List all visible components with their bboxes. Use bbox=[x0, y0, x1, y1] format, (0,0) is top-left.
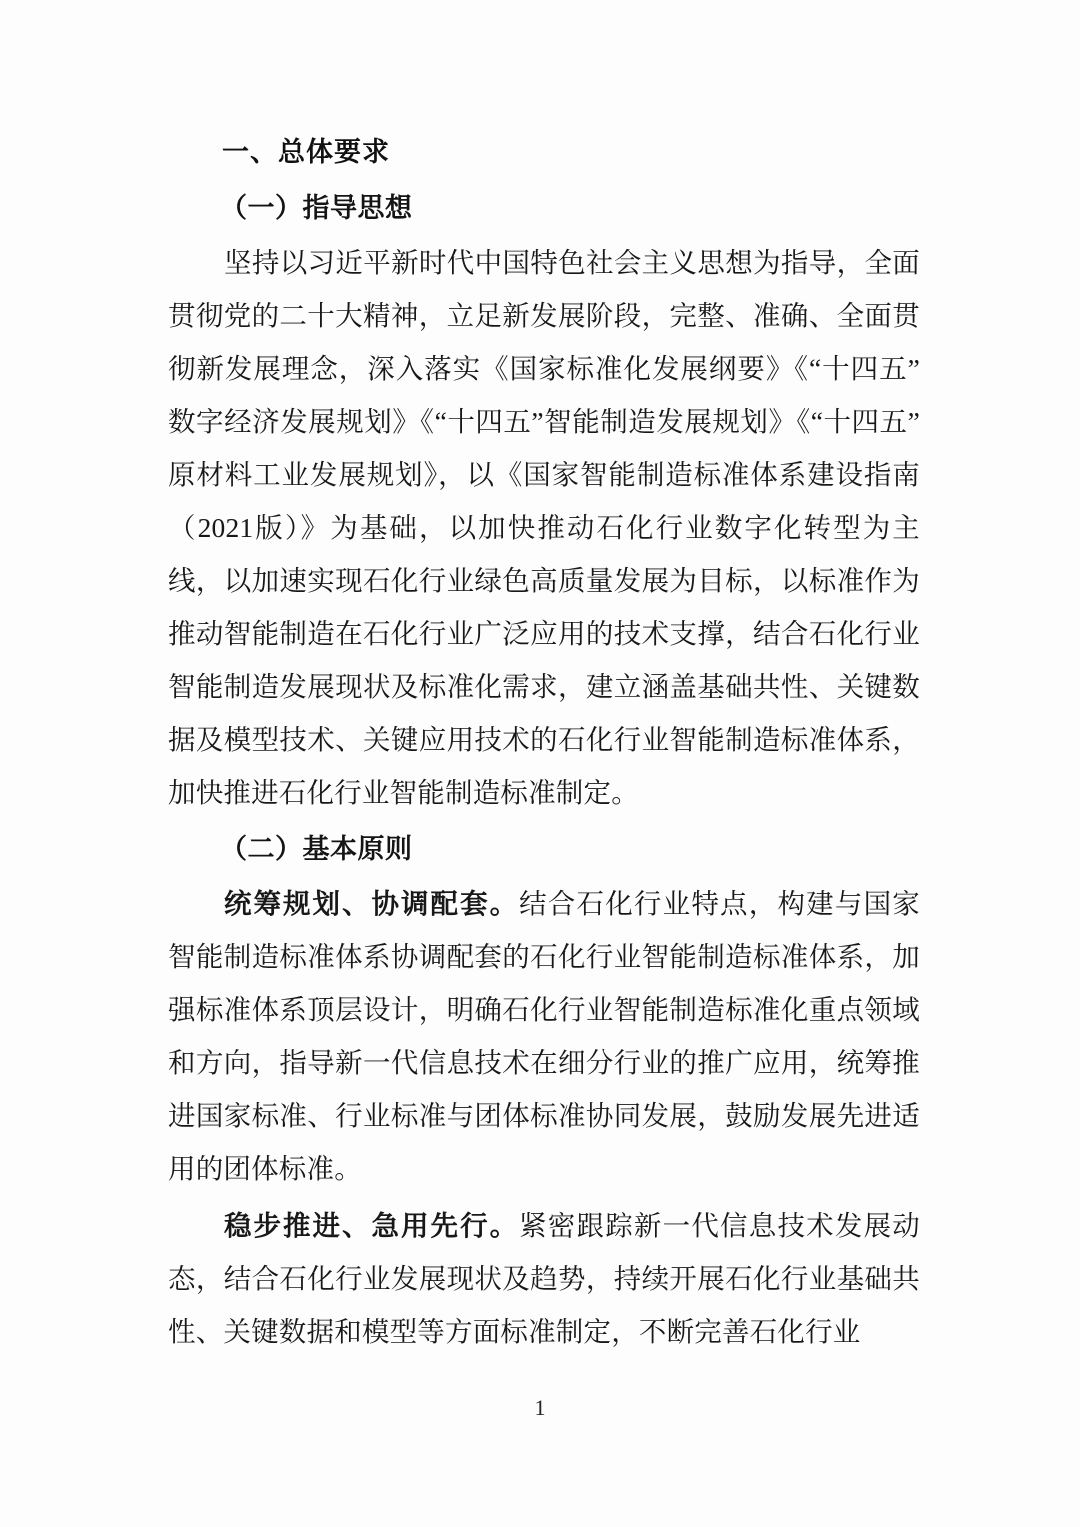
section-heading: 一、总体要求 bbox=[222, 137, 390, 168]
paragraph-guiding-ideology: 坚持以习近平新时代中国特色社会主义思想为指导，全面贯彻党的二十大精神，立足新发展阶段，完整、准确、全面贯彻新发展理念，深入落实《国家标准化发展纲要》《“十四五”数字经济发展规划》《“十四五”智能制造发展规划》《“十四五”原材料工业发展规划》，以《国家智能制造标准体系建设指南（2021版）》为基础，以加快推动石化行业数字化转型为主线，以加速实现石化行业绿色高质量发展为目标，以标准作为推动智能制造在石化行业广泛应用的技术支撑，结合石化行业智能制造发展现状及标准化需求，建立涵盖基础共性、关键数据及模型技术、关键应用技术的石化行业智能制造标准体系，加快推进石化行业智能制造标准制定。 bbox=[168, 247, 920, 808]
principle-two-text: 紧密跟踪新一代信息技术发展动态，结合石化行业发展现状及趋势，持续开展石化行业基础共性、关键数据和模型等方面标准制定，不断完善石化行业 bbox=[168, 1210, 920, 1347]
page-number: 1 bbox=[534, 1395, 546, 1420]
principle-two-lead: 稳步推进、急用先行。 bbox=[224, 1210, 520, 1241]
paragraph-principle-two bbox=[168, 1199, 920, 1358]
subsection-heading-guiding-ideology: （一）指导思想 bbox=[220, 193, 413, 223]
paragraph-principle-one bbox=[168, 877, 920, 1195]
principle-one-lead: 统筹规划、协调配套。 bbox=[224, 888, 520, 919]
page-content bbox=[168, 128, 920, 1362]
principle-one-text: 结合石化行业特点，构建与国家智能制造标准体系协调配套的石化行业智能制造标准体系，加强标准体系顶层设计，明确石化行业智能制造标准化重点领域和方向，指导新一代信息技术在细分行业的推广应用，统筹推进国家标准、行业标准与团体标准协同发展，鼓励发展先进适用的团体标准。 bbox=[168, 888, 920, 1184]
subsection-heading-basic-principles: （二）基本原则 bbox=[220, 834, 413, 864]
